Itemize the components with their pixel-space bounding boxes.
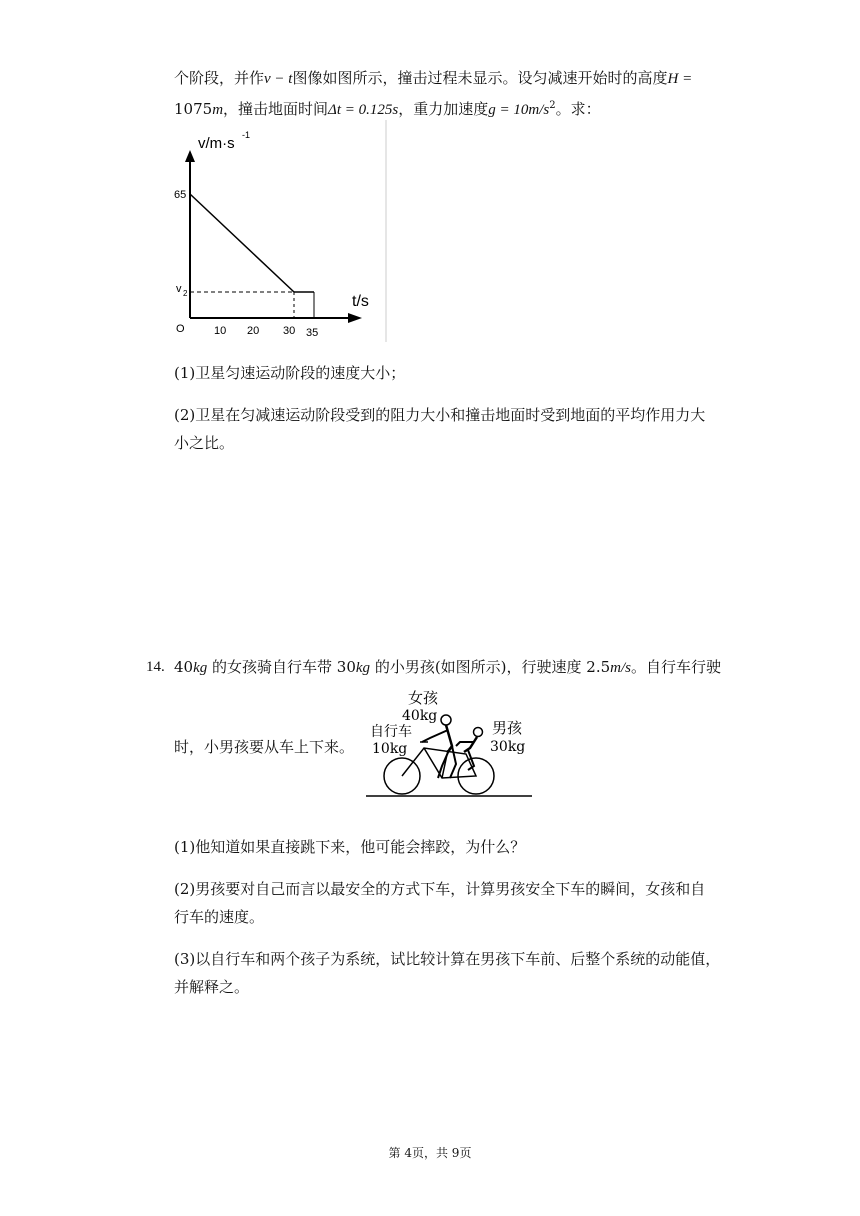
q13-text-line-2: 1075m，撞击地面时间Δt = 0.125s，重力加速度$g = 10m/s^2$。求： [174, 100, 601, 118]
bicycle-figure [364, 686, 536, 800]
q14-sub-1: (1)他知道如果直接跳下来，他可能会摔跤，为什么？ [174, 838, 526, 856]
x-tick-35: 35 [306, 327, 319, 339]
x-axis-label: t/s [352, 293, 369, 310]
velocity-time-graph [172, 120, 392, 345]
girl-mass-label: 40kg [402, 708, 438, 724]
y-tick-v2: v [176, 283, 182, 295]
q14-sub-3-line-1: (3)以自行车和两个孩子为系统，试比较计算在男孩下车前、后整个系统的动能值， [174, 950, 721, 968]
bicycle-mass-label: 10kg [372, 741, 408, 757]
y-axis-label-sup: -1 [242, 130, 251, 140]
q14-text-line-1: 40kg 的女孩骑自行车带 30kg 的小男孩(如图所示)，行驶速度 2.5m/s。自行车行驶 [174, 658, 722, 676]
q13-sub-2-line-1: (2)卫星在匀减速运动阶段受到的阻力大小和撞击地面时受到地面的平均作用力大 [174, 406, 706, 424]
girl-head [441, 715, 451, 725]
q13-sub-2-line-2: 小之比。 [174, 434, 235, 452]
boy-body [464, 737, 477, 752]
boy-mass-label: 30kg [490, 739, 526, 755]
bicycle-label: 自行车 [370, 724, 412, 740]
q14-number: 14. [146, 659, 165, 675]
q13-text-line-1: 个阶段，并作v − t图像如图所示，撞击过程未显示。设匀减速开始时的高度H = [174, 69, 693, 87]
girl-label: 女孩 [408, 689, 439, 707]
x-tick-30: 30 [283, 325, 296, 337]
page-footer: 第 4页，共 9页 [388, 1146, 472, 1160]
q14-sub-3-line-2: 并解释之。 [174, 978, 250, 996]
y-axis-arrow [185, 150, 195, 162]
q14-sub-2-line-1: (2)男孩要对自己而言以最安全的方式下车，计算男孩安全下车的瞬间，女孩和自 [174, 880, 706, 898]
y-tick-65: 65 [174, 189, 187, 201]
q13-sub-1: (1)卫星匀速运动阶段的速度大小； [174, 364, 406, 382]
y-tick-v2-sub: 2 [183, 289, 188, 298]
x-tick-10: 10 [214, 325, 227, 337]
x-tick-20: 20 [247, 325, 260, 337]
q14-sub-2-line-2: 行车的速度。 [174, 908, 265, 926]
origin-label: O [176, 323, 185, 335]
x-axis-arrow [348, 313, 362, 323]
y-axis-label: v/m·s [198, 135, 235, 152]
boy-label: 男孩 [492, 719, 523, 737]
q14-text-line-2: 时，小男孩要从车上下来。 [174, 738, 355, 756]
deceleration-line [190, 194, 294, 292]
boy-head [474, 728, 483, 737]
